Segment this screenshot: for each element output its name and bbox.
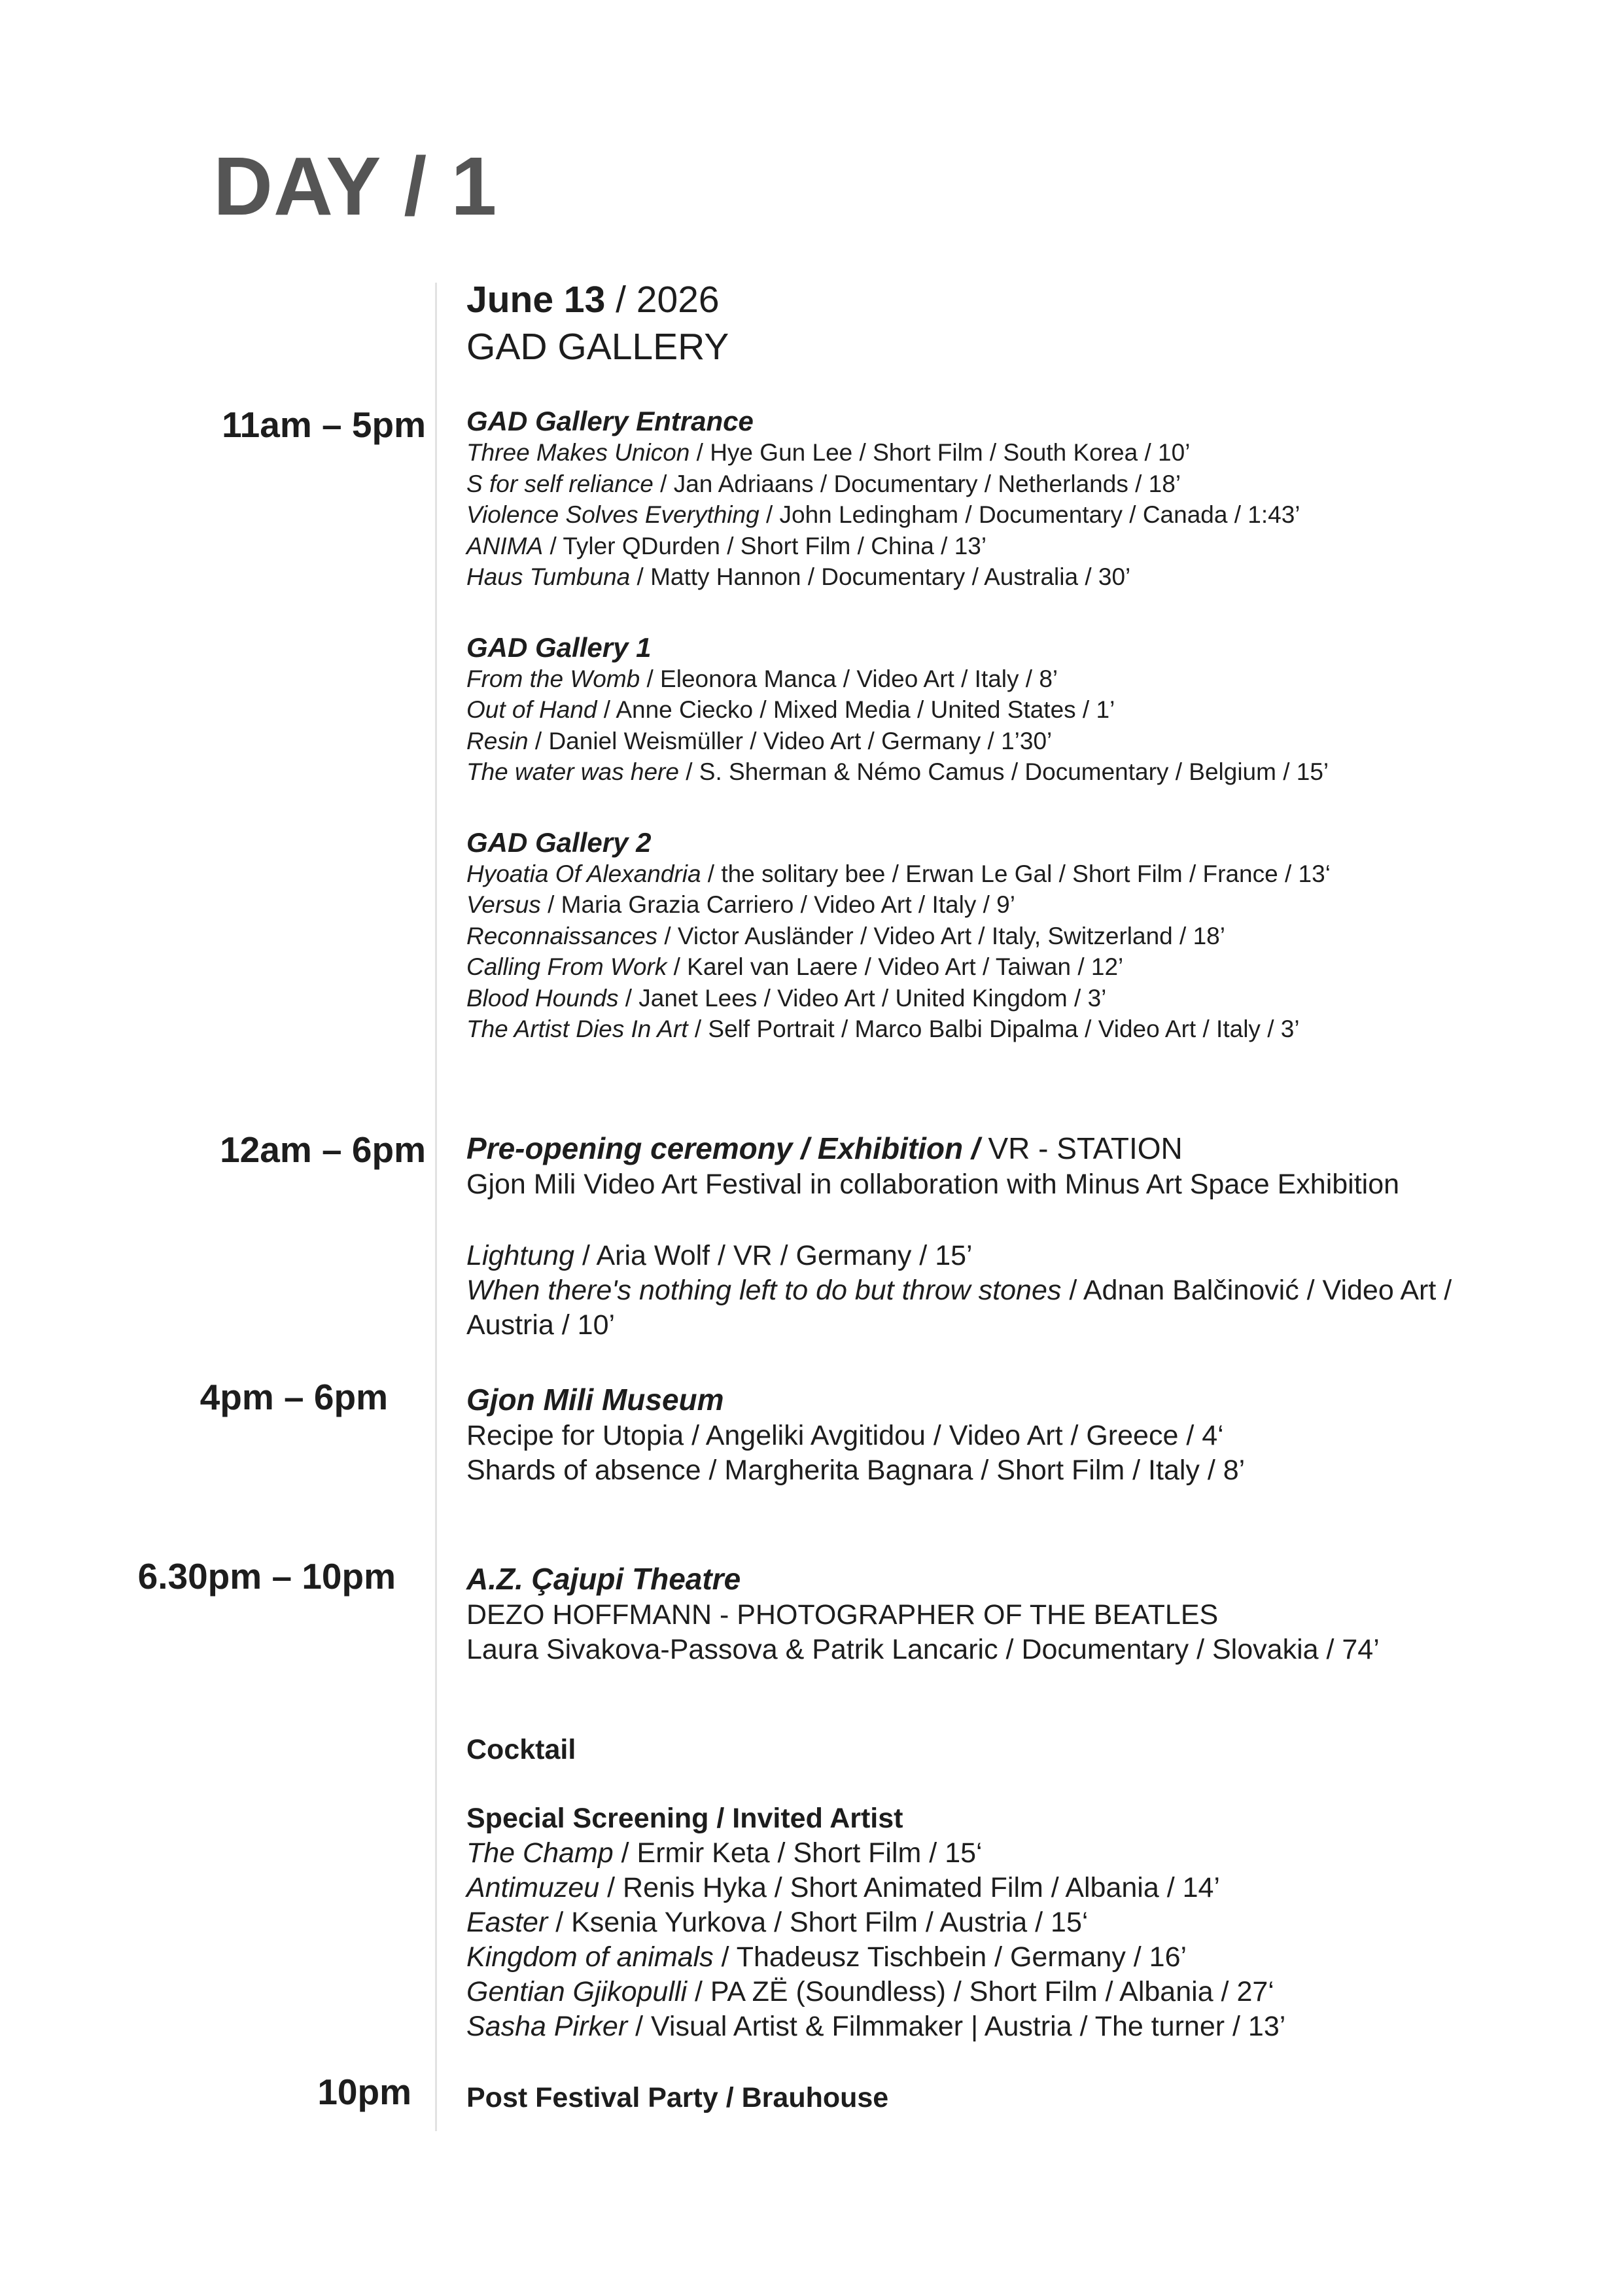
- time-slot-2: 12am – 6pm: [220, 1129, 426, 1170]
- venue-title: A.Z. Çajupi Theatre: [466, 1562, 741, 1596]
- timeline-divider: [435, 283, 437, 2131]
- list-item: Laura Sivakova-Passova & Patrik Lancaric / Documentary / Slovakia / 74’: [466, 1634, 1380, 1665]
- time-slot-4: 6.30pm – 10pm: [137, 1556, 396, 1597]
- date-year: / 2026: [605, 279, 720, 321]
- list-item: The Artist Dies In Art / Self Portrait / Marco Balbi Dipalma / Video Art / Italy / 3’: [466, 1016, 1300, 1042]
- list-item: S for self reliance / Jan Adriaans / Documentary / Netherlands / 18’: [466, 470, 1181, 497]
- list-item: The water was here / S. Sherman & Némo Camus / Documentary / Belgium / 15’: [466, 758, 1329, 785]
- list-item: Blood Hounds / Janet Lees / Video Art / United Kingdom / 3’: [466, 984, 1107, 1012]
- list-item: Shards of absence / Margherita Bagnara / Short Film / Italy / 8’: [466, 1455, 1246, 1486]
- list-item: Lightung / Aria Wolf / VR / Germany / 15’: [466, 1240, 973, 1271]
- list-item: Easter / Ksenia Yurkova / Short Film / Austria / 15‘: [466, 1907, 1089, 1938]
- list-item: DEZO HOFFMANN - PHOTOGRAPHER OF THE BEATLES: [466, 1599, 1219, 1631]
- post-festival-party: Post Festival Party / Brauhouse: [466, 2082, 889, 2113]
- time-slot-1: 11am – 5pm: [222, 404, 426, 445]
- exhibition-title: Pre-opening ceremony / Exhibition / VR - STATION: [466, 1131, 1183, 1165]
- exhibition-subtitle: Gjon Mili Video Art Festival in collaboration with Minus Art Space Exhibition: [466, 1169, 1400, 1200]
- venue-name: GAD GALLERY: [466, 326, 729, 368]
- date-header: [466, 276, 729, 370]
- list-item: Reconnaissances / Victor Ausländer / Video Art / Italy, Switzerland / 18’: [466, 922, 1225, 949]
- list-item: Antimuzeu / Renis Hyka / Short Animated Film / Albania / 14’: [466, 1872, 1220, 1903]
- list-item: When there's nothing left to do but throw stones / Adnan Balčinović / Video Art /: [466, 1275, 1452, 1306]
- list-item: Versus / Maria Grazia Carriero / Video Art / Italy / 9’: [466, 891, 1015, 918]
- list-item: Three Makes Unicon / Hye Gun Lee / Short Film / South Korea / 10’: [466, 439, 1191, 466]
- venue-title: Gjon Mili Museum: [466, 1383, 724, 1417]
- block-5: [466, 2081, 888, 2115]
- section-gad-gallery-2: [466, 827, 1331, 1045]
- list-item: Austria / 10’: [466, 1309, 616, 1341]
- section-title: GAD Gallery 1: [466, 631, 652, 663]
- section-gad-gallery-1: [466, 632, 1331, 788]
- list-item: Resin / Daniel Weismüller / Video Art / Germany / 1’30’: [466, 727, 1053, 754]
- special-screening-title: Special Screening / Invited Artist: [466, 1803, 903, 1834]
- list-item: Sasha Pirker / Visual Artist & Filmmaker | Austria / The turner / 13’: [466, 2011, 1286, 2042]
- list-item: Violence Solves Everything / John Ledingham / Documentary / Canada / 1:43’: [466, 501, 1300, 528]
- list-item: Hyoatia Of Alexandria / the solitary bee / Erwan Le Gal / Short Film / France / 13‘: [466, 860, 1331, 887]
- block-1: [466, 406, 1331, 1045]
- list-item: Gentian Gjikopulli / PA ZË (Soundless) / Short Film / Albania / 27‘: [466, 1976, 1274, 2007]
- section-gad-entrance: [466, 406, 1331, 593]
- section-title: GAD Gallery Entrance: [466, 406, 754, 436]
- list-item: Calling From Work / Karel van Laere / Video Art / Taiwan / 12’: [466, 953, 1124, 980]
- list-item: Out of Hand / Anne Ciecko / Mixed Media / United States / 1’: [466, 696, 1115, 723]
- day-title: DAY / 1: [213, 140, 498, 232]
- date-day: June 13: [466, 279, 606, 321]
- list-item: Haus Tumbuna / Matty Hannon / Documentary / Australia / 30’: [466, 563, 1131, 590]
- date-line: [466, 276, 729, 323]
- cocktail-label: Cocktail: [466, 1734, 576, 1765]
- list-item: From the Womb / Eleonora Manca / Video Art / Italy / 8’: [466, 665, 1058, 692]
- list-item: Recipe for Utopia / Angeliki Avgitidou / Video Art / Greece / 4‘: [466, 1420, 1224, 1451]
- list-item: The Champ / Ermir Keta / Short Film / 15‘: [466, 1837, 983, 1869]
- block-4: [466, 1560, 1380, 2044]
- time-slot-3: 4pm – 6pm: [200, 1377, 388, 1417]
- time-slot-5: 10pm: [317, 2072, 411, 2112]
- section-title: GAD Gallery 2: [466, 826, 652, 858]
- list-item: ANIMA / Tyler QDurden / Short Film / China / 13’: [466, 532, 987, 559]
- block-3: [466, 1381, 1245, 1488]
- list-item: Kingdom of animals / Thadeusz Tischbein / Germany / 16’: [466, 1941, 1187, 1973]
- block-2: [466, 1129, 1452, 1343]
